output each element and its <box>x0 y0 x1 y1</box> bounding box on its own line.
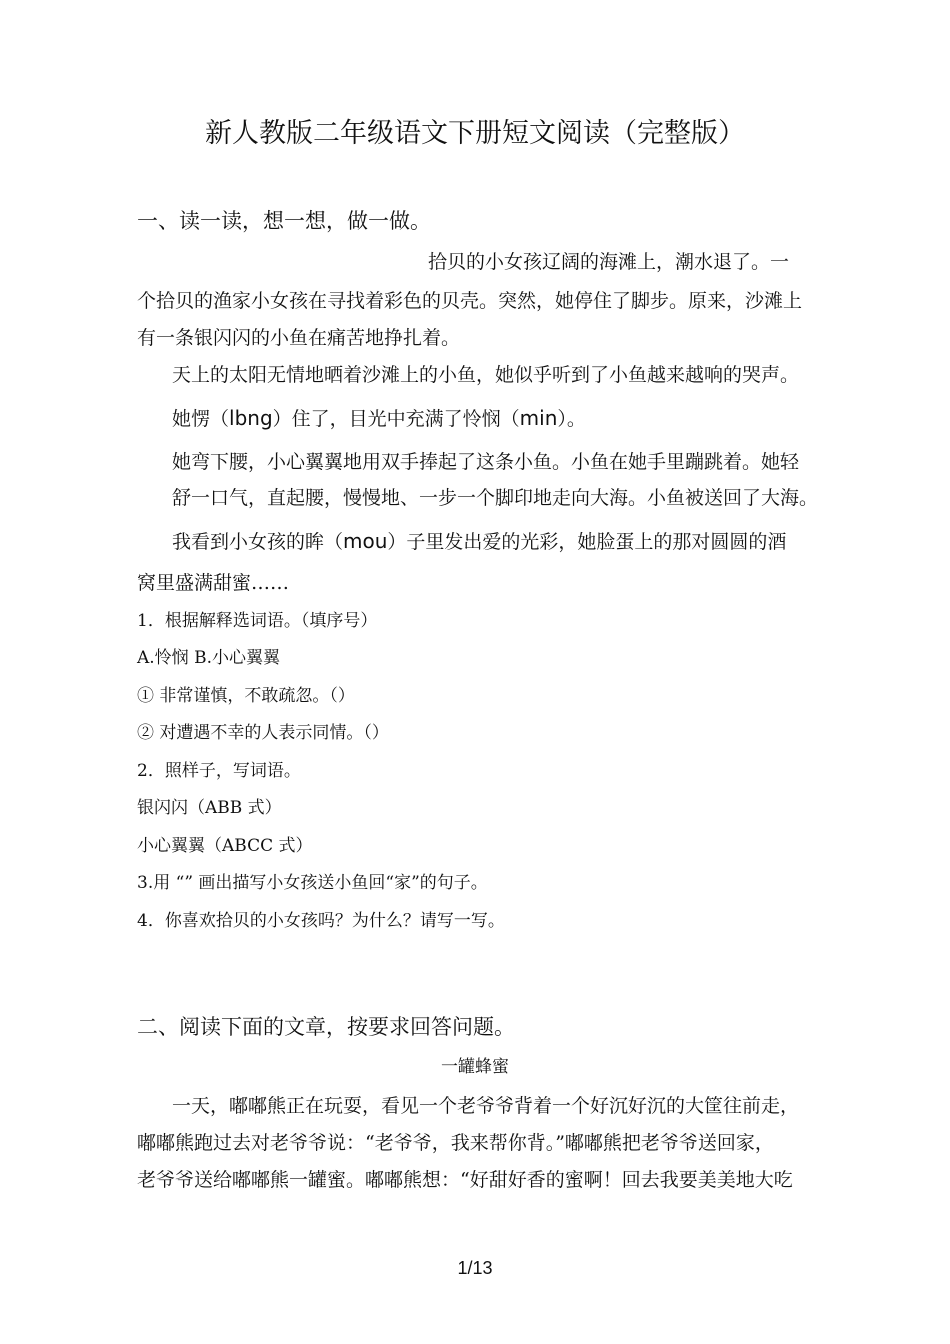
s1-p5-b: ）子里发出爱的光彩，她脸蛋上的那对圆圆的酒 <box>387 531 787 553</box>
question-1-item-2: ② 对遭遇不幸的人表示同情。（） <box>137 723 389 743</box>
s1-p3-b: ）住了，目光中充满了怜悯（ <box>272 408 520 430</box>
s1-p1-line-1: 拾贝的小女孩辽阔的海滩上，潮水退了。一 <box>428 251 790 273</box>
story-title: 一罐蜂蜜 <box>441 1057 509 1077</box>
s1-p4-line-1: 她弯下腰，小心翼翼地用双手捧起了这条小鱼。小鱼在她手里蹦跳着。她轻 <box>172 451 800 473</box>
pinyin-mou: mou <box>343 529 388 553</box>
s1-p2: 天上的太阳无情地晒着沙滩上的小鱼，她似乎听到了小鱼越来越响的哭声。 <box>172 364 800 386</box>
question-1: 1．根据解释选词语。（填序号） <box>137 611 378 631</box>
question-2-item-2: 小心翼翼（ABCC 式） <box>137 836 313 856</box>
s1-p5-line-1 <box>172 529 786 554</box>
section-1-heading: 一、读一读，想一想，做一做。 <box>137 209 431 233</box>
section-2-heading: 二、阅读下面的文章，按要求回答问题。 <box>137 1015 515 1039</box>
question-4: 4．你喜欢拾贝的小女孩吗？为什么？请写一写。 <box>137 911 505 931</box>
s1-p5-a: 我看到小女孩的眸（ <box>172 531 344 553</box>
question-3: 3.用 “” 画出描写小女孩送小鱼回“家”的句子。 <box>137 873 488 893</box>
s2-p1-line-3: 老爷爷送给嘟嘟熊一罐蜜。嘟嘟熊想：“好甜好香的蜜啊！回去我要美美地大吃 <box>137 1169 793 1191</box>
question-1-item-1: ① 非常谨慎，不敢疏忽。（） <box>137 686 355 706</box>
s1-p1-line-3: 有一条银闪闪的小鱼在痛苦地挣扎着。 <box>137 327 461 349</box>
s1-p1-line-2: 个拾贝的渔家小女孩在寻找着彩色的贝壳。突然，她停住了脚步。原来，沙滩上 <box>137 290 803 312</box>
page-number: 1/13 <box>457 1258 493 1278</box>
question-1-options: A.怜悯 B.小心翼翼 <box>137 648 280 668</box>
question-2-item-1: 银闪闪（ABB 式） <box>137 798 282 818</box>
page-title: 新人教版二年级语文下册短文阅读（完整版） <box>205 118 745 149</box>
pinyin-min: min <box>519 406 558 430</box>
pinyin-lbng: lbng <box>229 406 273 430</box>
s1-p3-c: ）。 <box>557 408 586 430</box>
s1-p5-line-2: 窝里盛满甜蜜…… <box>137 572 290 594</box>
s2-p1-line-2: 嘟嘟熊跑过去对老爷爷说：“老爷爷，我来帮你背。”嘟嘟熊把老爷爷送回家， <box>137 1132 774 1154</box>
s1-p4-line-2: 舒一口气，直起腰，慢慢地、一步一个脚印地走向大海。小鱼被送回了大海。 <box>172 487 819 509</box>
s1-p3-a: 她愣（ <box>172 408 230 430</box>
s2-p1-line-1: 一天，嘟嘟熊正在玩耍，看见一个老爷爷背着一个好沉好沉的大筐往前走， <box>172 1095 800 1117</box>
question-2: 2．照样子，写词语。 <box>137 761 301 781</box>
s1-p3 <box>172 406 586 431</box>
